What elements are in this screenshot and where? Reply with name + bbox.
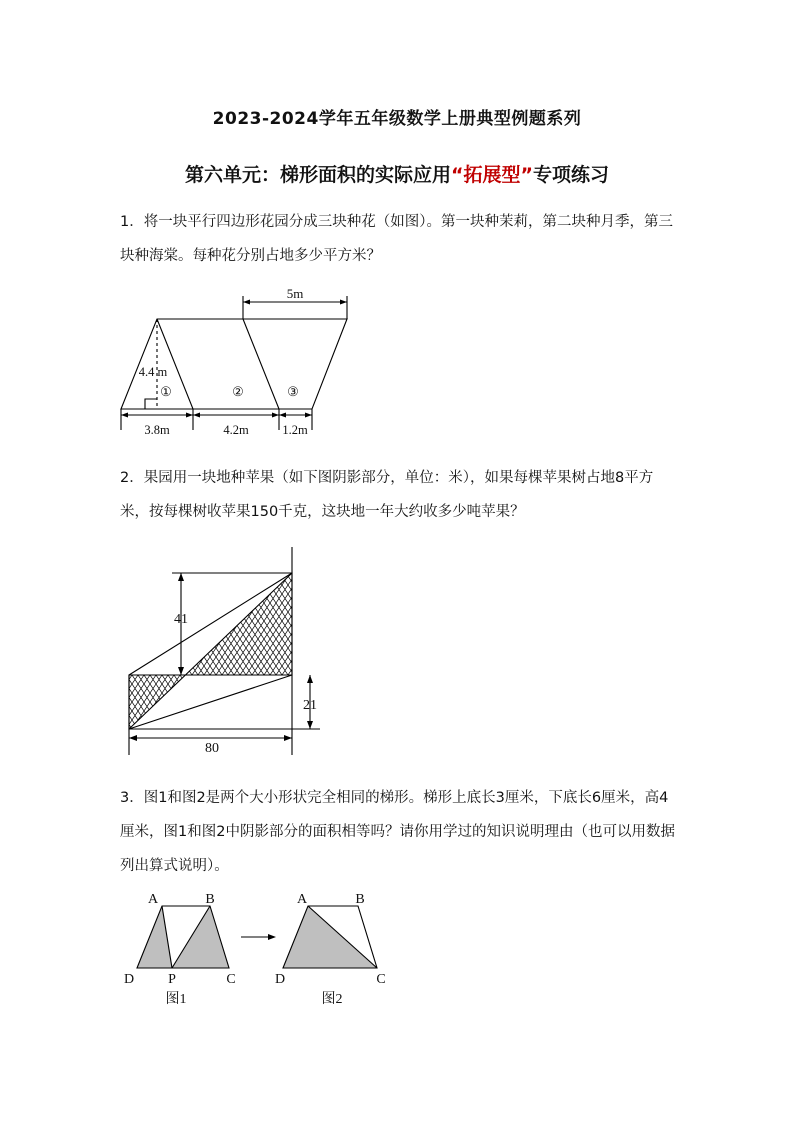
fig1-label-B: B bbox=[205, 892, 215, 907]
question-1-text: 1．将一块平行四边形花园分成三块种花（如图）。第一块种茉莉，第二块种月季，第三块种海棠。每种花分别占地多少平方米？ bbox=[120, 214, 673, 264]
arrow-head bbox=[268, 934, 276, 940]
label-21: 21 bbox=[303, 698, 317, 713]
fig1-label-A: A bbox=[147, 892, 159, 907]
fig2-label-A: A bbox=[296, 892, 308, 907]
label-41: 41 bbox=[174, 612, 188, 627]
fig1-label-D: D bbox=[123, 972, 135, 987]
label-5m: 5m bbox=[286, 286, 304, 301]
document-title: 2023-2024学年五年级数学上册典型例题系列 bbox=[212, 109, 582, 129]
label-3-8m: 3.8m bbox=[144, 423, 170, 437]
region-label-1: ① bbox=[160, 384, 172, 399]
label-1-2m: 1.2m bbox=[282, 423, 308, 437]
label-4-2m: 4.2m bbox=[223, 423, 249, 437]
question-3-text: 3．图1和图2是两个大小形状完全相同的梯形。梯形上底长3厘米，下底长6厘米，高4厘米，图1和图2中阴影部分的面积相等吗？请你用学过的知识说明理由（也可以用数据列出算式说明）。 bbox=[120, 790, 675, 874]
question-2-text: 2．果园用一块地种苹果（如下图阴影部分，单位：米），如果每棵苹果树占地8平方米，按每棵树收苹果150千克，这块地一年大约收多少吨苹果？ bbox=[120, 470, 654, 520]
fig1-shaded-triangle-right bbox=[172, 906, 229, 968]
fig2-caption: 图2 bbox=[321, 992, 343, 1007]
subtitle-highlight: “拓展型” bbox=[451, 164, 533, 186]
fig2-label-B: B bbox=[355, 892, 365, 907]
subtitle-part2: 专项练习 bbox=[532, 164, 609, 186]
fig2-label-C: C bbox=[376, 972, 386, 987]
fig2-shaded-triangle bbox=[283, 906, 377, 968]
fig1-caption: 图1 bbox=[165, 992, 187, 1007]
subtitle-part1: 第六单元：梯形面积的实际应用 bbox=[184, 164, 451, 186]
label-height: 4.4 m bbox=[138, 365, 168, 379]
label-80: 80 bbox=[205, 741, 219, 756]
fig1-label-C: C bbox=[226, 972, 236, 987]
fig2-label-D: D bbox=[274, 972, 286, 987]
region-label-3: ③ bbox=[287, 384, 299, 399]
fig1-label-P: P bbox=[168, 972, 176, 987]
region-label-2: ② bbox=[232, 384, 244, 399]
